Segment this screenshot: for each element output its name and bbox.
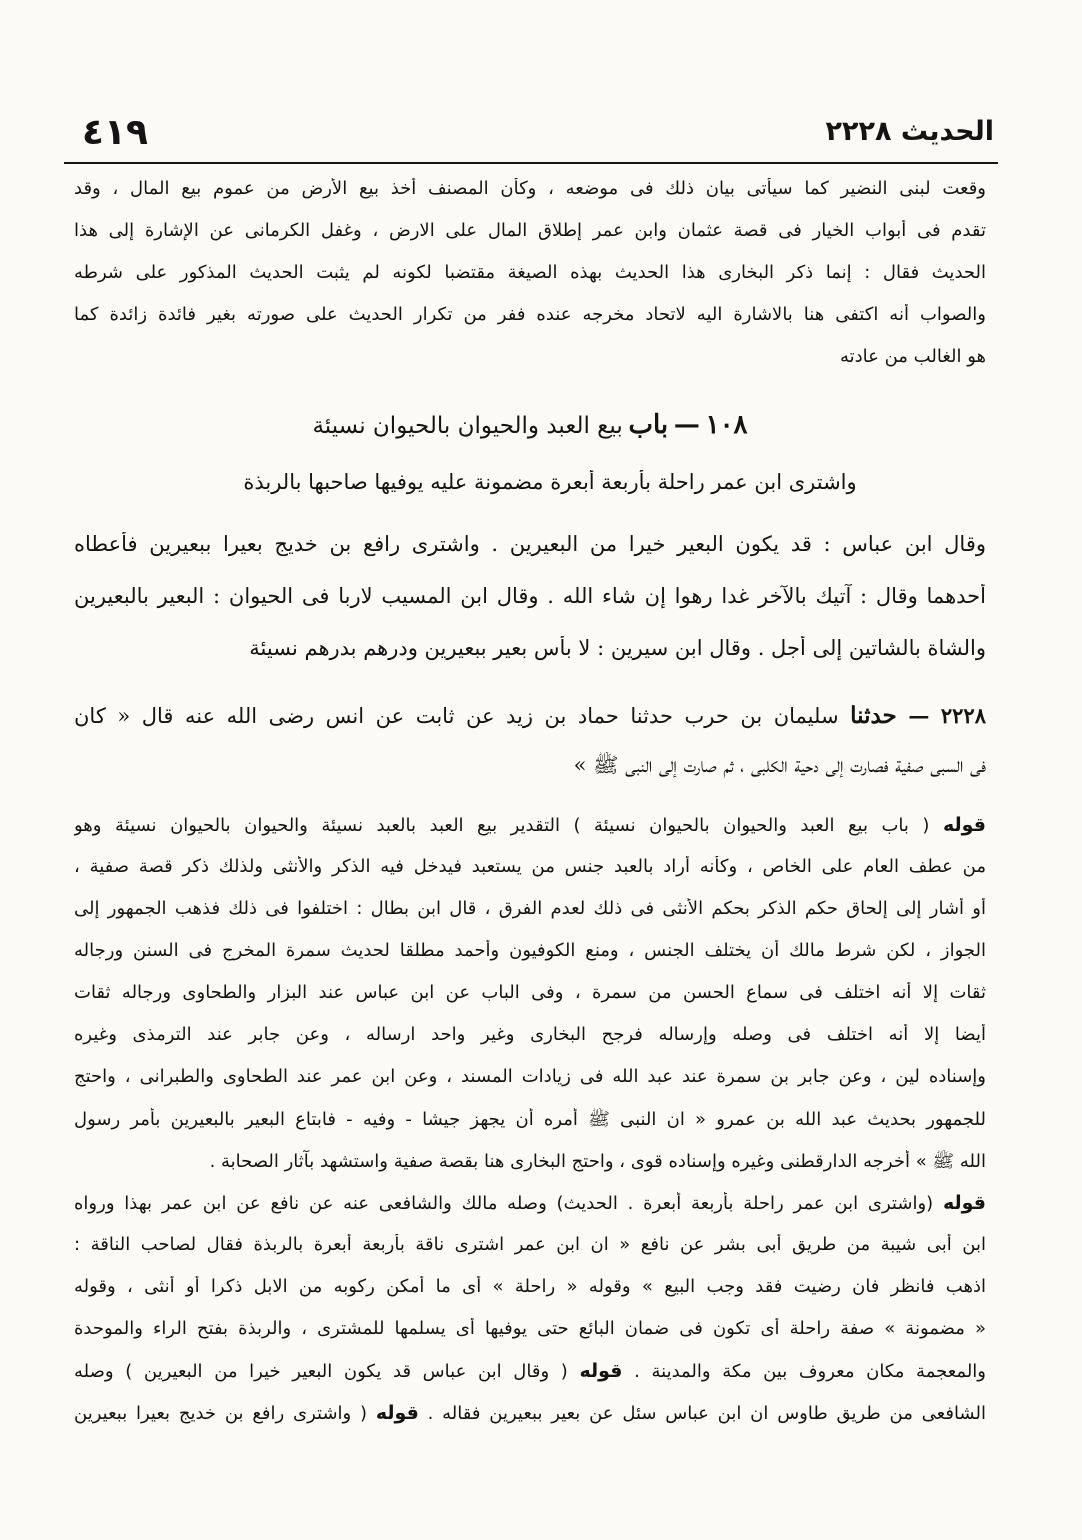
commentary-line: للجمهور بحديث عبد الله بن عمرو « ان النبى ﷺ أمره أن يجهز جيشا - وفيه - فابتاع البعير بالبعيرين بأمر رسول — [74, 1109, 986, 1130]
intro-line: وقعت لبنى النضير كما سيأتى بيان ذلك فى موضعه ، وكأن المصنف أخذ بيع الأرض من عموم بيع المال ، وقد — [74, 178, 986, 199]
commentary-line: أو أشار إلى إلحاق حكم الذكر بحكم الأنثى فى ذلك لعدم الفرق ، قال ابن بطال : اختلفوا فى ذلك فذهب الجمهور إلى — [74, 898, 986, 919]
running-header-hadith-ref: الحديث ٢٢٢٨ — [825, 116, 994, 147]
athar-line: والشاة بالشاتين إلى أجل . وقال ابن سيرين : لا بأس بعير ببعيرين ودرهم بدرهم نسيئة — [249, 636, 986, 660]
commentary-label: قوله — [942, 1192, 986, 1214]
chapter-title: بيع العبد والحيوان بالحيوان نسيئة — [312, 413, 623, 439]
commentary-text: ( باب بيع العبد والحيوان بالحيوان نسيئة ) التقدير بيع العبد بالعبد نسيئة والحيوان بالحيوان نسيئة وهو — [74, 815, 930, 836]
hadith-line: فى السبى صفية فصارت إلى دحية الكلبى ، ثم صارت إلى النبى ﷺ » — [573, 753, 986, 777]
chapter-heading — [120, 410, 940, 454]
commentary-line: أيضا إلا أنه اختلف فى وصله وإرساله فرجح البخارى وغير واحد ارساله ، وعن جابر عند الترمذى وغيره — [74, 1024, 986, 1045]
commentary-line: من عطف العام على الخاص ، وكأنه أراد بالعبد جنس من يستعبد فيدخل فيه الذكر والأنثى ولذلك ذكر قصة صفية ، — [74, 856, 986, 877]
commentary-line: ابن أبى شيبة من طريق أبى بشر عن نافع « ان ابن عمر اشترى ناقة بأربعة أبعرة بالربذة فقال لصاحب الناقة : — [74, 1234, 986, 1255]
commentary-line: الجواز ، لكن شرط مالك أن يختلف الجنس ، ومنع الكوفيون وأحمد مطلقا لحديث سمرة المخرج فى السنن ورجاله — [74, 940, 986, 961]
header-divider — [64, 162, 998, 164]
commentary-text: ( وقال ابن عباس قد يكون البعير خيرا من البعيرين ) وصله — [74, 1361, 568, 1382]
commentary-line: وإسناده لين ، وعن جابر بن سمرة عند عبد الله فى زيادات المسند ، وعن ابن عمر عند الطحاوى والطبرانى ، واحتج — [74, 1066, 986, 1087]
commentary-line — [74, 1360, 986, 1390]
commentary-line: اذهب فانظر فان رضيت فقد وجب البيع » وقوله « راحلة » أى ما أمكن ركوبه من الابل ذكرا أو أنثى ، وقوله — [74, 1276, 986, 1297]
commentary-line: « مضمونة » صفة راحلة أى تكون فى ضمان البائع حتى يوفيها أى يسلمها للمشترى ، والربذة بفتح الراء والموحدة — [74, 1318, 986, 1339]
chapter-number: ١٠٨ — [705, 410, 748, 440]
haddathana-word: حدثنا — [850, 702, 897, 729]
page-header — [72, 112, 994, 158]
intro-line: الحديث فقال : إنما ذكر البخارى هذا الحديث بهذه الصيغة مقتضبا لكونه لم يثبت الحديث المذكور على شرطه — [74, 262, 986, 283]
commentary-text: والمعجمة مكان معروف بين مكة والمدينة . — [634, 1361, 986, 1382]
commentary-line — [74, 814, 986, 844]
commentary-label: قوله — [579, 1360, 623, 1382]
hadith-dash: — — [908, 703, 930, 728]
chapter-bab-word: باب — [628, 410, 669, 440]
commentary-line: ثقات إلا أنه اختلف فى سماع الحسن من سمرة ، وفى الباب عن ابن عباس عند البزار والطحاوى ورجاله ثقات — [74, 982, 986, 1003]
commentary-line: الله ﷺ » أخرجه الدارقطنى وغيره وإسناده قوى ، واحتج البخارى هنا بقصة صفية واستشهد بآثار الصحابة . — [209, 1151, 986, 1172]
intro-line: تقدم فى أبواب الخيار فى قصة عثمان وابن عمر إطلاق المال على الارض ، وغفل الكرمانى عن الإشارة إلى هذا — [74, 220, 986, 241]
hadith-line — [74, 702, 986, 740]
hadith-number: ٢٢٢٨ — [940, 703, 986, 728]
commentary-text: ( واشترى رافع بن خديج بعيرا ببعيرين — [74, 1403, 368, 1424]
athar-line: وقال ابن عباس : قد يكون البعير خيرا من البعيرين . واشترى رافع بن خديج بعيرا ببعيرين فأعطاه — [74, 532, 986, 556]
commentary-text: (واشترى ابن عمر راحلة بأربعة أبعرة . الحديث) وصله مالك والشافعى عنه عن نافع عن ابن عمر بهذا ورواه — [74, 1193, 934, 1214]
hadith-text: سليمان بن حرب حدثنا حماد بن زيد عن ثابت عن انس رضى الله عنه قال « كان — [74, 704, 839, 728]
commentary-line — [74, 1192, 986, 1222]
commentary-line — [74, 1402, 986, 1432]
commentary-label: قوله — [375, 1402, 419, 1424]
page-number: ٤١٩ — [82, 112, 148, 153]
chapter-dash: — — [673, 410, 700, 440]
commentary-text: الشافعى من طريق طاوس ان ابن عباس سئل عن بعير ببعيرين فقاله . — [427, 1403, 986, 1424]
intro-line: والصواب أنه اكتفى هنا بالاشارة اليه لاتحاد مخرجه عنده ففر من تكرار الحديث على صورته بغير فائدة زائدة كما — [74, 304, 986, 325]
intro-line: هو الغالب من عادته — [839, 346, 986, 367]
athar-line: أحدهما وقال : آتيك بالآخر غدا رهوا إن شاء الله . وقال ابن المسيب لاربا فى الحيوان : البعير بالبعيرين — [74, 584, 986, 608]
chapter-athar-first: واشترى ابن عمر راحلة بأربعة أبعرة مضمونة عليه يوفيها صاحبها بالربذة — [243, 470, 857, 494]
commentary-label: قوله — [942, 814, 986, 836]
